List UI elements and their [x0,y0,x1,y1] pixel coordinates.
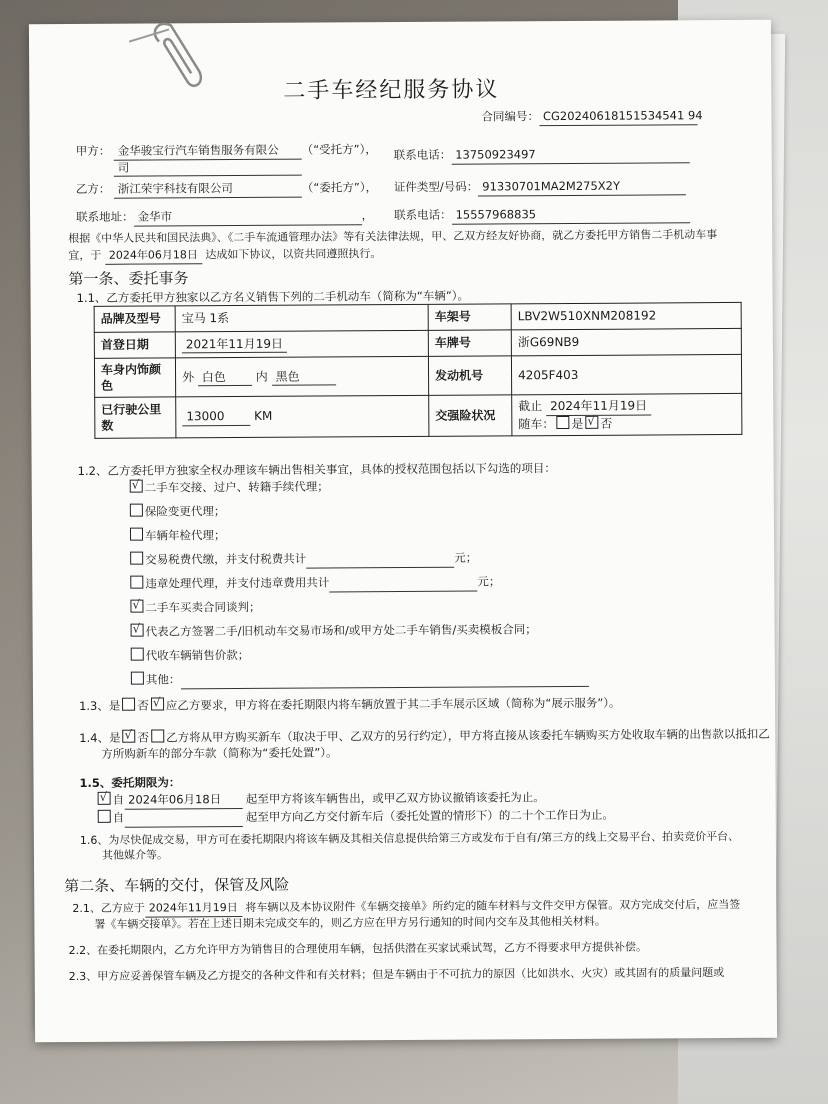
plate-value: 浙G69NB9 [511,328,741,355]
clause-1-4-yes-checkbox[interactable] [123,730,136,743]
options-list [128,477,589,696]
plate-header: 车牌号 [428,330,511,357]
mileage-value: 13000 KM [176,396,429,438]
vehicle-info-table [94,302,743,439]
party-b-label: 乙方： [75,181,111,196]
party-a-name: 金华骏宝行汽车销售服务有限公 司 [114,143,304,177]
option-item: 违章处理代理，并支付违章费用共计 元； [128,573,588,600]
color-header: 车身内饰颜色 [94,358,175,398]
color-value: 外 白色 内 黑色 [175,356,428,397]
clause-1-2: 1.2、乙方委托甲方独家全权办理该车辆出售相关事宜，具体的授权范围包括以下勾选的项目： [77,461,556,478]
contact-address: 联系地址： 金华市 ， [76,208,373,226]
option-item: √二手车买卖合同谈判； [128,597,588,624]
clause-1-1: 1.1、乙方委托甲方独家以乙方名义销售下列的二手机动车（简称为“车辆”）。 [76,288,470,305]
insurance-value: 截止 2024年11月19日 随车： 是√ 否 [512,394,742,436]
option-checkbox[interactable] [131,672,144,685]
option-checkbox[interactable] [131,624,144,637]
mileage-header: 已行驶公里数 [95,397,176,438]
option-item: 其他： [129,669,589,696]
preamble-line-1: 根据《中华人民共和国民法典》、《二手车流通管理办法》等有关法律法规，甲、乙双方经友好协商，就乙方委托甲方销售二手机动车事 [68,228,718,246]
option-checkbox[interactable] [130,480,143,493]
engine-header: 发动机号 [428,356,511,396]
option-item: 车辆年检代理； [128,525,588,552]
contract-number: 合同编号： CG20240618151534541 94 [481,108,697,126]
option-item: 代收车辆销售价款； [129,645,589,672]
section-2-title: 第二条、车辆的交付，保管及风险 [64,875,290,896]
paperclip-icon [129,11,240,102]
clause-1-5-heading: 1.5、委托期限为： [79,775,181,790]
section-1-title: 第一条、委托事务 [68,269,189,289]
vin-value: LBV2W510XNM208192 [511,302,741,329]
option-checkbox[interactable] [130,504,143,517]
option-item: √代表乙方签署二手/旧机动车交易市场和/或甲方处二手车销售/买卖模板合同； [129,621,589,648]
clause-1-3-no-checkbox[interactable] [151,697,164,710]
follow-no-checkbox[interactable] [585,415,598,428]
clause-1-5-row-2: 自 起至甲方向乙方交付新车后（委托处置的情形下）的二十个工作日为止。 [96,807,614,828]
document-title: 二手车经纪服务协议 [283,77,500,104]
term-option-1-checkbox[interactable] [98,792,111,805]
option-item: 保险变更代理； [128,501,588,528]
reg-date-value: 2021年11月19日 [175,330,428,358]
party-b-role: （“委托方”）， [301,180,378,195]
reg-date-header: 首登日期 [94,332,175,358]
clause-2-3: 2.3、甲方应妥善保管车辆及乙方提交的各种文件和有关材料；但是车辆由于不可抗力的原因（比如洪水、火灾）或其固有的质量问题或 [68,966,725,984]
clause-2-1: 2.1、乙方应于 2024年11月19日 将车辆以及本协议附件《车辆交接单》所约定的随车材料与文件交甲方保管。双方完成交付后，应当签 署《车辆交接单》。若在上述日期未完成交车的，则乙方应在甲方另行通知的时间内交车及其他相关材料。 [72,897,741,931]
option-checkbox[interactable] [131,648,144,661]
follow-yes-checkbox[interactable] [556,416,569,429]
preamble-line-2: 宜，于 2024年06月18日 达成如下协议，以资共同遵照执行。 [68,247,381,265]
clause-1-3-yes-checkbox[interactable] [122,698,135,711]
contract-page [29,20,777,1043]
option-checkbox[interactable] [130,552,143,565]
option-checkbox[interactable] [130,528,143,541]
party-b-id: 证件类型/号码： 91330701MA2M275X2Y [394,178,686,196]
party-a-label: 甲方： [75,143,111,158]
clause-1-4-no-checkbox[interactable] [151,729,164,742]
clause-1-6: 1.6、为尽快促成交易，甲方可在委托期限内将该车辆及其相关信息提供给第三方或发布于自有/第三方的线上交易平台、拍卖竞价平台、 其他媒介等。 [79,829,740,862]
clause-1-4: 1.4、是√ 否 乙方将从甲方购买新车（取决于甲、乙双方的另行约定），甲方将直接从该委托车辆购买方处收取车辆的出售款以抵扣乙 方所购新车的部分车款（简称为“委托处置”）。 [79,726,770,762]
party-b-name: 浙江荣宇科技有限公司 [114,181,302,199]
clause-2-2: 2.2、在委托期限内，乙方允许甲方为销售目的合理使用车辆，包括供潜在买家试乘试驾，乙方不得要求甲方提供补偿。 [68,940,648,958]
option-checkbox[interactable] [130,576,143,589]
brand-value: 宝马 1系 [175,304,428,332]
contact-tel: 联系电话： 15557968835 [394,206,690,224]
party-a-role: （“受托方”）， [301,142,377,157]
clause-1-5-row-1: √自 2024年06月18日 起至甲方将该车辆售出，或甲乙双方协议撤销该委托为止。 [96,789,545,809]
option-item: 交易税费代缴，并支付税费共计 元； [128,549,588,576]
brand-header: 品牌及型号 [94,306,175,332]
option-checkbox[interactable] [130,600,143,613]
vin-header: 车架号 [428,304,511,331]
party-a-tel: 联系电话： 13750923497 [394,146,690,164]
insurance-header: 交强险状况 [429,395,512,436]
clause-1-3: 1.3、是 否√ 应乙方要求，甲方将在委托期限内将车辆放置于其二手车展示区域（简称为“展示服务”）。 [79,695,621,715]
term-option-2-checkbox[interactable] [98,810,111,823]
option-item: √二手车交接、过户、转籍手续代理； [128,477,588,504]
engine-value: 4205F403 [511,354,741,395]
